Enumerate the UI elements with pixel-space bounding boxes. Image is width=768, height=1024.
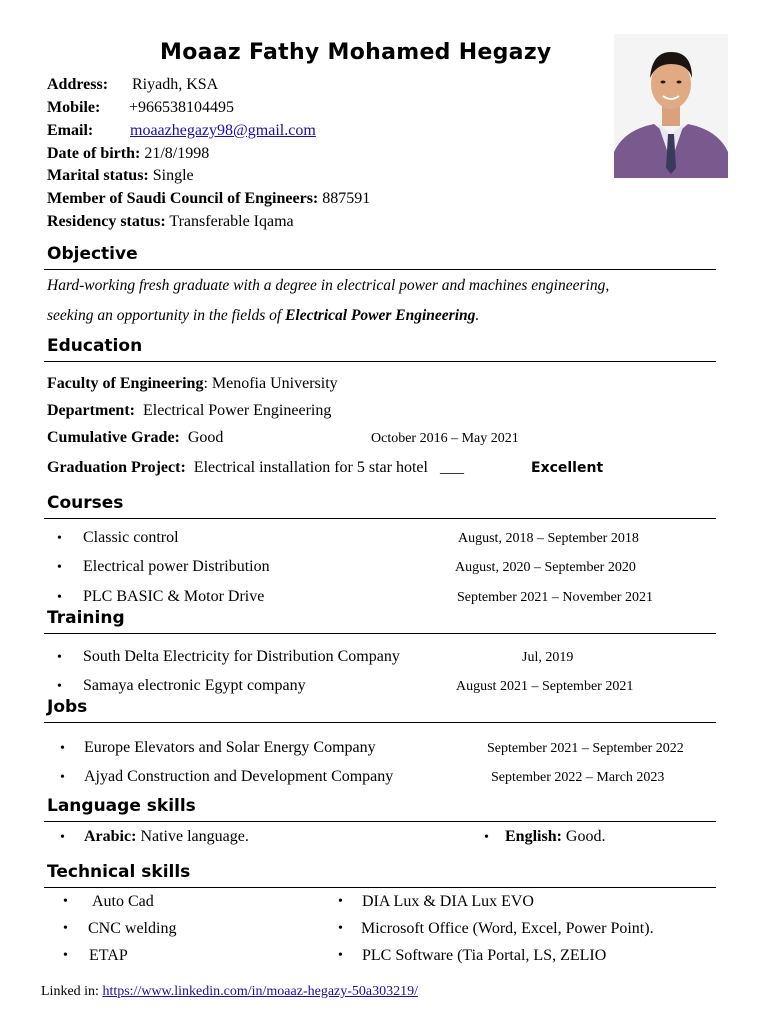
education-heading: Education bbox=[47, 336, 143, 356]
bullet-icon: • bbox=[484, 830, 489, 845]
arabic-value: Native language. bbox=[140, 828, 249, 845]
language-heading: Language skills bbox=[47, 796, 196, 816]
project-result: Excellent bbox=[531, 460, 604, 476]
department-row bbox=[47, 402, 331, 420]
email-label: Email: bbox=[47, 122, 94, 139]
training-date: August 2021 – September 2021 bbox=[456, 679, 634, 694]
technical-heading: Technical skills bbox=[47, 862, 191, 882]
department-label: Department: bbox=[47, 402, 135, 419]
objective-line-1: Hard-working fresh graduate with a degree in electrical power and machines engineering, bbox=[47, 277, 610, 294]
language-divider bbox=[44, 821, 716, 822]
language-english bbox=[505, 828, 605, 846]
tech-skill: PLC Software (Tia Portal, LS, ZELIO bbox=[362, 947, 607, 964]
faculty-row bbox=[47, 375, 338, 393]
profile-photo bbox=[614, 34, 728, 178]
training-divider bbox=[44, 633, 716, 634]
education-period: October 2016 – May 2021 bbox=[371, 431, 519, 446]
bullet-icon: • bbox=[57, 531, 62, 546]
bullet-icon: • bbox=[338, 921, 343, 936]
tech-skill: CNC welding bbox=[88, 920, 177, 937]
training-item: Samaya electronic Egypt company bbox=[83, 677, 306, 694]
marital-value: Single bbox=[152, 167, 194, 184]
council-value: 887591 bbox=[322, 190, 371, 207]
education-divider bbox=[44, 361, 716, 362]
council-row bbox=[47, 190, 370, 208]
linkedin-link[interactable]: https://www.linkedin.com/in/moaaz-hegazy-50a303219/ bbox=[102, 984, 419, 999]
jobs-divider bbox=[44, 722, 716, 723]
job-item: Ajyad Construction and Development Company bbox=[84, 768, 394, 785]
grade-value: Good bbox=[187, 429, 224, 446]
courses-heading: Courses bbox=[47, 493, 124, 513]
bullet-icon: • bbox=[63, 948, 68, 963]
job-item: Europe Elevators and Solar Energy Company bbox=[84, 739, 376, 756]
department-value: Electrical Power Engineering bbox=[142, 402, 332, 419]
faculty-label: Faculty of Engineering bbox=[47, 375, 204, 392]
mobile-value: +966538104495 bbox=[129, 99, 235, 116]
technical-divider bbox=[44, 887, 716, 888]
linkedin-label: Linked in: bbox=[41, 984, 99, 999]
bullet-icon: • bbox=[63, 894, 68, 909]
address-label: Address: bbox=[47, 76, 109, 93]
english-label: English: bbox=[505, 828, 562, 845]
bullet-icon: • bbox=[57, 590, 62, 605]
faculty-value: : Menofia University bbox=[203, 375, 338, 392]
course-date: August, 2018 – September 2018 bbox=[458, 531, 639, 546]
objective-heading: Objective bbox=[47, 244, 138, 264]
bullet-icon: • bbox=[60, 770, 65, 785]
tech-skill: Microsoft Office (Word, Excel, Power Point). bbox=[361, 920, 654, 937]
email-link[interactable]: moaazhegazy98@gmail.com bbox=[130, 122, 316, 139]
candidate-name: Moaaz Fathy Mohamed Hegazy bbox=[160, 40, 552, 65]
project-row bbox=[47, 459, 464, 477]
marital-label: Marital status: bbox=[47, 167, 149, 184]
course-date: August, 2020 – September 2020 bbox=[455, 560, 636, 575]
grade-row bbox=[47, 429, 223, 447]
job-date: September 2022 – March 2023 bbox=[491, 770, 665, 785]
grade-label: Cumulative Grade: bbox=[47, 429, 180, 446]
residency-label: Residency status: bbox=[47, 213, 166, 230]
project-value: Electrical installation for 5 star hotel bbox=[193, 459, 428, 476]
mobile-label: Mobile: bbox=[47, 99, 101, 116]
bullet-icon: • bbox=[338, 948, 343, 963]
training-date: Jul, 2019 bbox=[522, 650, 574, 665]
jobs-heading: Jobs bbox=[47, 697, 88, 717]
bullet-icon: • bbox=[60, 741, 65, 756]
bullet-icon: • bbox=[63, 921, 68, 936]
project-dash: ___ bbox=[439, 459, 464, 476]
bullet-icon: • bbox=[57, 679, 62, 694]
course-item: Electrical power Distribution bbox=[83, 558, 270, 575]
tech-skill: ETAP bbox=[89, 947, 128, 964]
courses-divider bbox=[44, 518, 716, 519]
bullet-icon: • bbox=[57, 650, 62, 665]
objective-emphasis: Electrical Power Engineering bbox=[285, 307, 476, 324]
residency-value: Transferable Iqama bbox=[169, 213, 294, 230]
dob-label: Date of birth: bbox=[47, 145, 141, 162]
training-heading: Training bbox=[47, 608, 125, 628]
course-item: PLC BASIC & Motor Drive bbox=[83, 588, 265, 605]
marital-row bbox=[47, 167, 194, 185]
bullet-icon: • bbox=[57, 560, 62, 575]
address-value: Riyadh, KSA bbox=[132, 76, 219, 93]
english-value: Good. bbox=[565, 828, 606, 845]
training-item: South Delta Electricity for Distribution Company bbox=[83, 648, 400, 665]
dob-value: 21/8/1998 bbox=[144, 145, 210, 162]
arabic-label: Arabic: bbox=[84, 828, 137, 845]
tech-skill: Auto Cad bbox=[92, 893, 154, 910]
objective-divider bbox=[44, 269, 716, 270]
tech-skill: DIA Lux & DIA Lux EVO bbox=[362, 893, 534, 910]
project-label: Graduation Project: bbox=[47, 459, 186, 476]
objective-line-2-prefix: seeking an opportunity in the fields of bbox=[47, 307, 286, 324]
residency-row bbox=[47, 213, 294, 231]
bullet-icon: • bbox=[60, 830, 65, 845]
objective-line-2 bbox=[47, 307, 479, 325]
course-item: Classic control bbox=[83, 529, 179, 546]
objective-line-2-suffix: . bbox=[475, 307, 480, 324]
council-label: Member of Saudi Council of Engineers: bbox=[47, 190, 319, 207]
dob-row bbox=[47, 145, 209, 163]
course-date: September 2021 – November 2021 bbox=[457, 590, 653, 605]
language-arabic bbox=[84, 828, 249, 846]
job-date: September 2021 – September 2022 bbox=[487, 741, 684, 756]
linkedin-row bbox=[41, 984, 418, 1000]
bullet-icon: • bbox=[338, 894, 343, 909]
